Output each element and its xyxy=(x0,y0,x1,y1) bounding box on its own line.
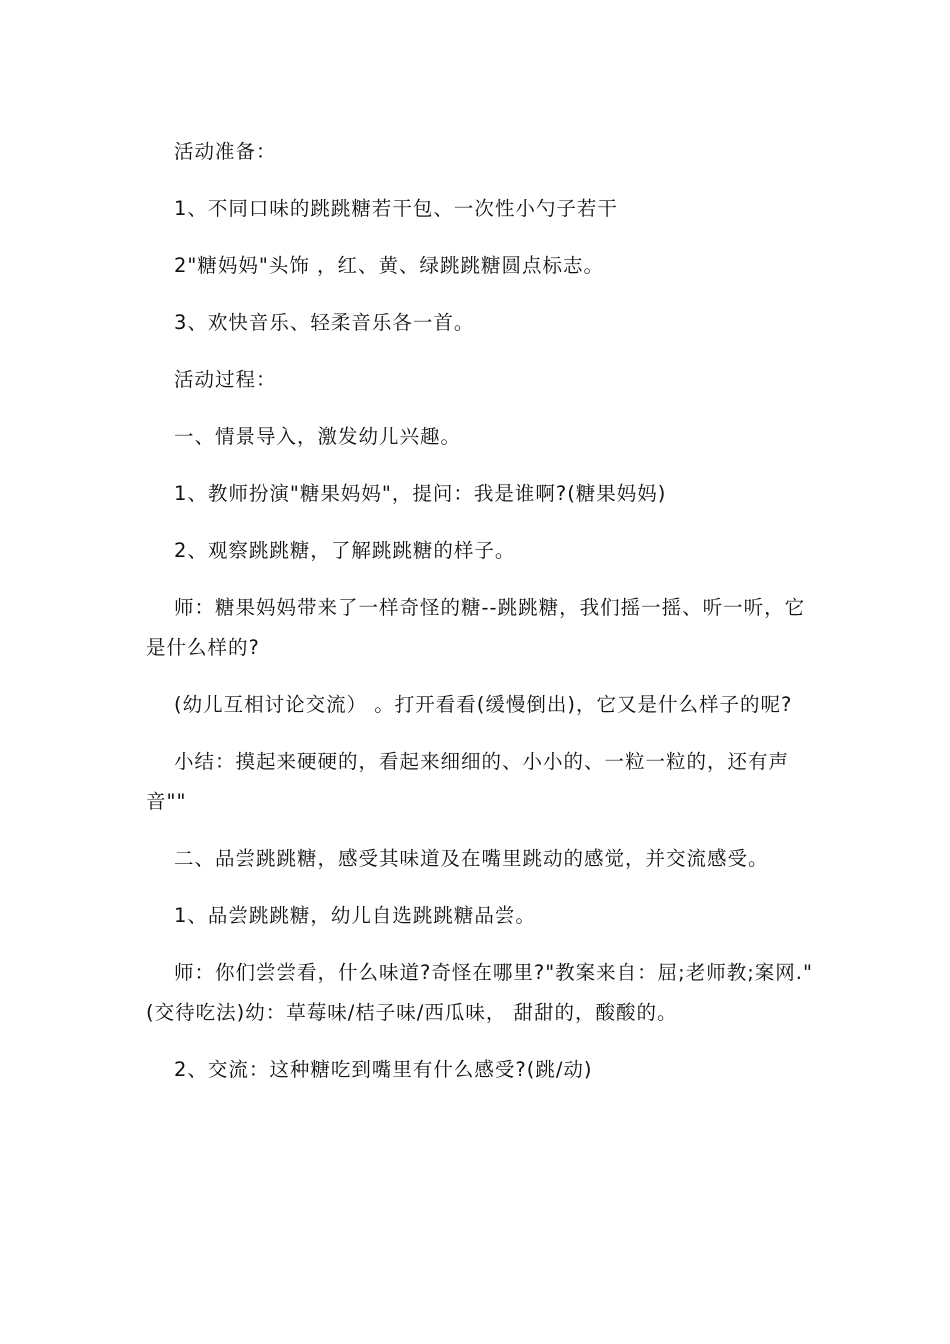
paragraph-children-discussion: (幼儿互相讨论交流） 。打开看看(缓慢倒出)，它又是什么样子的呢? xyxy=(174,693,793,716)
paragraph-section-one-step-1: 1、教师扮演"糖果妈妈"，提问：我是谁啊?(糖果妈妈) xyxy=(174,482,667,505)
paragraph-activity-process-heading: 活动过程： xyxy=(174,368,277,391)
paragraph-section-one-step-2: 2、观察跳跳糖，了解跳跳糖的样子。 xyxy=(174,539,516,562)
document-body xyxy=(146,132,816,1090)
paragraph-prep-item-2: 2"糖妈妈"头饰 ，红、黄、绿跳跳糖圆点标志。 xyxy=(174,254,605,277)
paragraph-prep-item-3: 3、欢快音乐、轻柔音乐各一首。 xyxy=(174,311,475,334)
paragraph-section-one-heading: 一、情景导入，激发幼儿兴趣。 xyxy=(174,425,462,448)
paragraph-teacher-taste: 师：你们尝尝看，什么味道?奇怪在哪里?"教案来自：屈;老师教;案网."(交待吃法)幼：草莓味/桔子味/西瓜味， 甜甜的，酸酸的。 xyxy=(146,961,813,1024)
paragraph-section-two-step-2: 2、交流：这种糖吃到嘴里有什么感受?(跳/动) xyxy=(174,1058,593,1081)
paragraph-section-two-heading: 二、品尝跳跳糖，感受其味道及在嘴里跳动的感觉，并交流感受。 xyxy=(174,847,769,870)
paragraph-summary: 小结：摸起来硬硬的，看起来细细的、小小的、一粒一粒的，还有声音"" xyxy=(146,750,790,813)
paragraph-prep-item-1: 1、不同口味的跳跳糖若干包、一次性小勺子若干 xyxy=(174,197,618,220)
paragraph-activity-preparation-heading: 活动准备： xyxy=(174,140,277,163)
paragraph-teacher-question: 师：糖果妈妈带来了一样奇怪的糖--跳跳糖，我们摇一摇、听一听，它是什么样的? xyxy=(146,596,806,659)
paragraph-section-two-step-1: 1、品尝跳跳糖，幼儿自选跳跳糖品尝。 xyxy=(174,904,536,927)
